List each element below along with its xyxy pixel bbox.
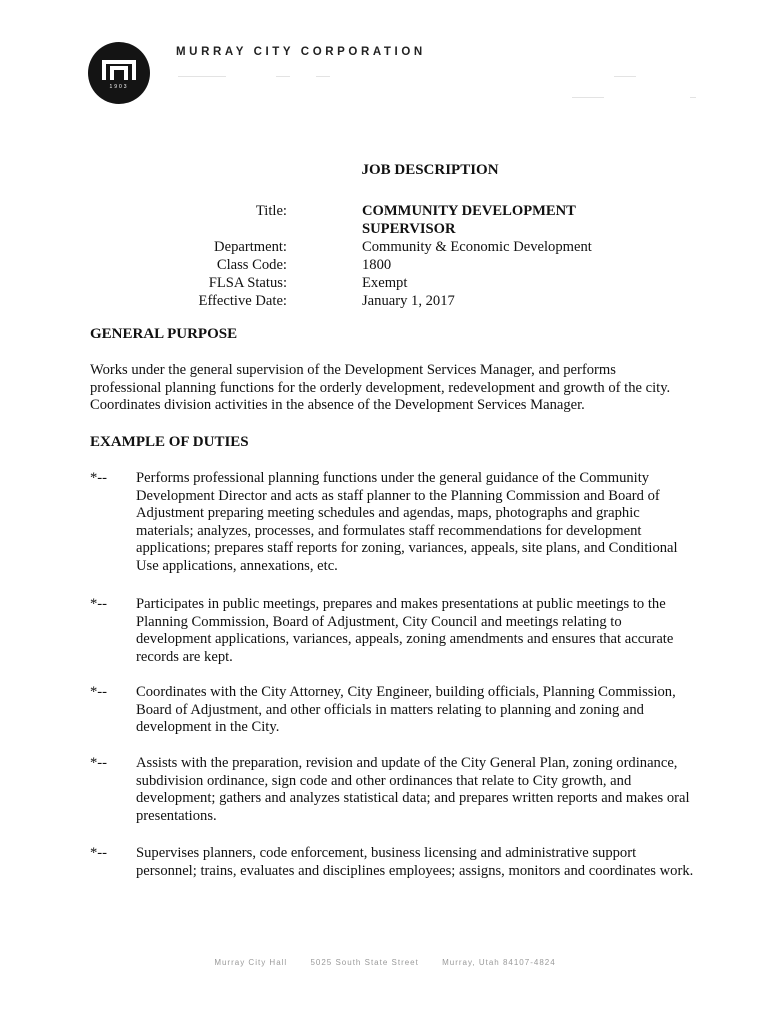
duty-text: Performs professional planning functions under the general guidance of the Community Development Director and acts as staff planner to the Planning Commission and Board of Adjustment preparing meeting schedules and agendas, maps, photographs and graphic materials; analyzes, processes, and formulates staff recommendations for development applications; prepares staff reports for zoning, variances, appeals, site plans, and Conditional Use applications, annexations, etc. <box>136 470 678 574</box>
duty-bullet: *-- <box>90 845 108 861</box>
duty-text: Coordinates with the City Attorney, City Engineer, building officials, Planning Commission, Board of Adjustment, and other officials in matters relating to planning and zoning and development in the City. <box>136 684 676 736</box>
meta-value: COMMUNITY DEVELOPMENT <box>362 203 576 219</box>
footer-street: 5025 South State Street <box>310 958 419 967</box>
letterhead-rule <box>572 97 604 98</box>
duty-text: Supervises planners, code enforcement, business licensing and administrative support personnel; trains, evaluates and disciplines employees; assigns, monitors and coordinates work. <box>136 845 694 879</box>
duty-bullet: *-- <box>90 596 108 612</box>
murray-logo <box>88 42 150 104</box>
meta-value: 1800 <box>362 257 392 273</box>
duty-bullet: *-- <box>90 684 108 700</box>
duty-text: Participates in public meetings, prepares and makes presentations at public meetings to the Planning Commission, Board of Adjustment, City Council and meetings relating to development applications, variances, appeals, zoning amendments and ensures that accurate records are kept. <box>136 596 674 665</box>
meta-label: Department: <box>214 239 287 255</box>
section-heading-general-purpose: GENERAL PURPOSE <box>90 326 238 342</box>
m-logo-icon <box>88 42 150 104</box>
footer-place: Murray City Hall <box>214 958 288 967</box>
meta-label: Class Code: <box>216 257 287 273</box>
meta-label: Title: <box>255 203 287 219</box>
letterhead-rule <box>276 76 290 77</box>
letterhead-rule <box>614 76 636 77</box>
meta-value: Exempt <box>362 275 408 291</box>
meta-value: SUPERVISOR <box>362 221 456 237</box>
meta-label: FLSA Status: <box>208 275 287 291</box>
logo-year: 1903 <box>109 84 129 90</box>
meta-value: January 1, 2017 <box>362 293 455 309</box>
letterhead-rule <box>316 76 330 77</box>
organization-name: MURRAY CITY CORPORATION <box>176 46 426 58</box>
footer-city: Murray, Utah 84107-4824 <box>442 958 556 967</box>
meta-label: Effective Date: <box>198 293 287 309</box>
duty-bullet: *-- <box>90 755 108 771</box>
duty-bullet: *-- <box>90 470 108 486</box>
letterhead-rule <box>178 76 226 77</box>
footer-address <box>0 958 770 967</box>
general-purpose-text: Works under the general supervision of the Development Services Manager, and performs professional planning functions for the orderly development, redevelopment and growth of the city. Coordinates division activities in the absence of the Development Services Manager. <box>90 362 671 414</box>
letterhead-rule <box>690 97 696 98</box>
meta-value: Community & Economic Development <box>362 239 592 255</box>
duty-text: Assists with the preparation, revision and update of the City General Plan, zoning ordinance, subdivision ordinance, sign code and other ordinances that relate to City growth, and development; gathers and analyzes statistical data; and prepares written reports and makes oral presentations. <box>136 755 690 824</box>
section-heading-duties: EXAMPLE OF DUTIES <box>90 434 249 450</box>
document-heading: JOB DESCRIPTION <box>361 162 499 178</box>
